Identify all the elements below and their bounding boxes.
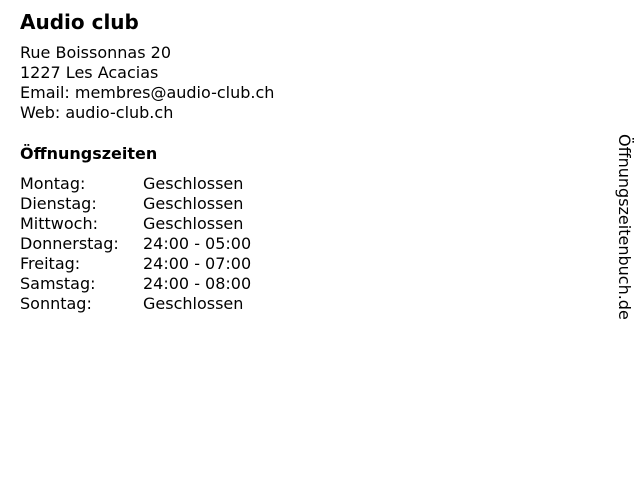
opening-hours-table <box>20 174 251 314</box>
day-label: Mittwoch: <box>20 214 98 233</box>
hours-row-thursday <box>20 234 251 254</box>
hours-value: Geschlossen <box>143 194 244 213</box>
hours-row-friday <box>20 254 251 274</box>
hours-row-sunday <box>20 294 251 314</box>
day-label: Montag: <box>20 174 86 193</box>
address-street: Rue Boissonnas 20 <box>20 43 172 62</box>
site-watermark: Öffnungszeitenbuch.de <box>615 134 634 320</box>
hours-row-tuesday <box>20 194 251 214</box>
opening-hours-heading: Öffnungszeiten <box>20 144 158 163</box>
hours-row-monday <box>20 174 251 194</box>
hours-row-saturday <box>20 274 251 294</box>
website-line[interactable]: Web: audio-club.ch <box>20 103 174 122</box>
email-line[interactable]: Email: membres@audio-club.ch <box>20 83 275 102</box>
hours-row-wednesday <box>20 214 251 234</box>
hours-value: 24:00 - 07:00 <box>143 254 252 273</box>
hours-value: Geschlossen <box>143 214 244 233</box>
hours-value: 24:00 - 08:00 <box>143 274 252 293</box>
day-label: Sonntag: <box>20 294 92 313</box>
hours-value: Geschlossen <box>143 294 244 313</box>
hours-value: Geschlossen <box>143 174 244 193</box>
day-label: Dienstag: <box>20 194 97 213</box>
day-label: Freitag: <box>20 254 81 273</box>
day-label: Samstag: <box>20 274 96 293</box>
business-contact <box>20 43 274 123</box>
hours-value: 24:00 - 05:00 <box>143 234 252 253</box>
day-label: Donnerstag: <box>20 234 119 253</box>
address-city: 1227 Les Acacias <box>20 63 159 82</box>
business-name: Audio club <box>20 10 139 34</box>
